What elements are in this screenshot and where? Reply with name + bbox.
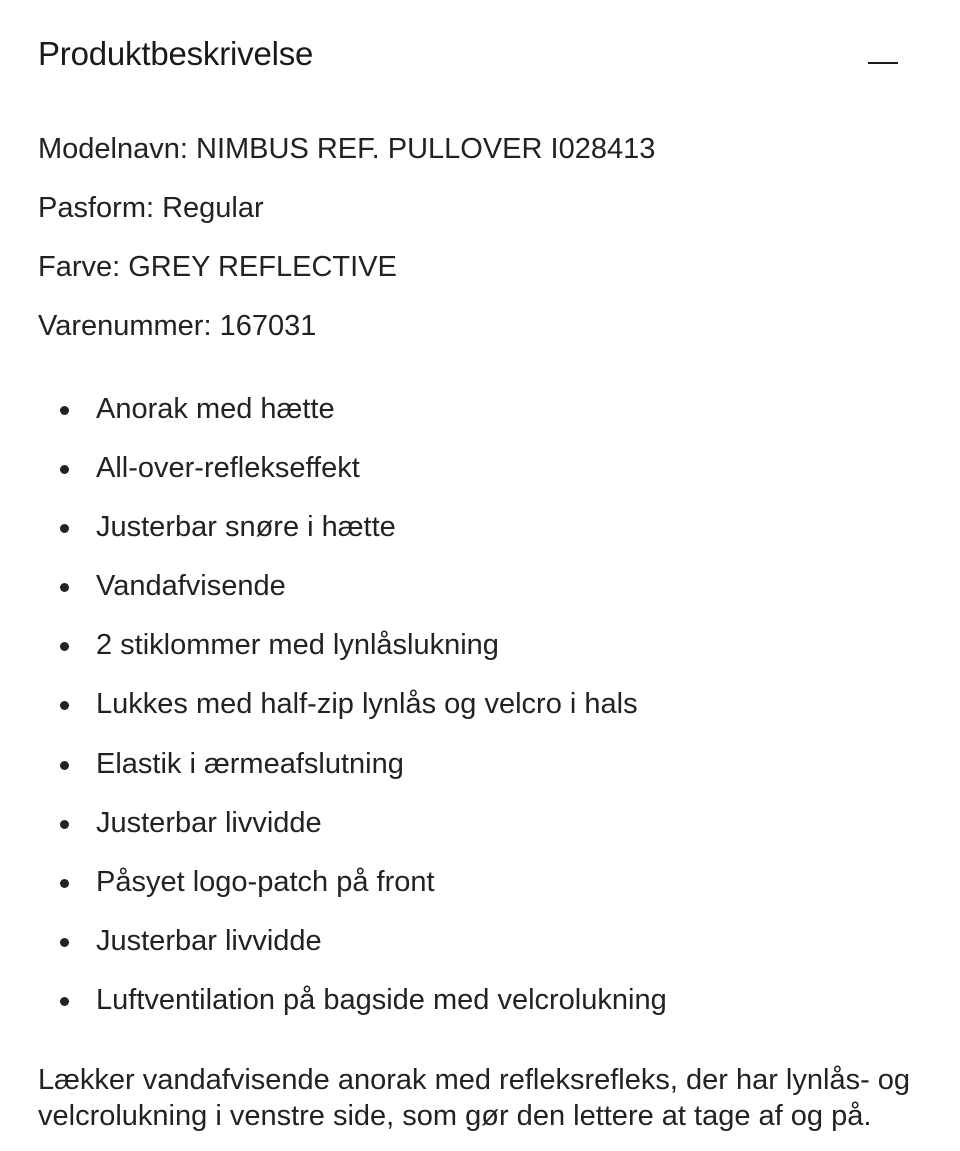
feature-item: Elastik i ærmeafslutning bbox=[38, 735, 667, 794]
spec-list bbox=[38, 120, 655, 356]
spec-label: Modelnavn: bbox=[38, 133, 188, 165]
feature-list bbox=[38, 380, 667, 1030]
feature-item: Justerbar livvidde bbox=[38, 794, 667, 853]
product-description-text: Lækker vandafvisende anorak med refleksrefleks, der har lynlås- og velcrolukning i venstre side, som gør den lettere at tage af og på. bbox=[38, 1064, 911, 1132]
feature-item: Anorak med hætte bbox=[38, 380, 667, 439]
spec-value: 167031 bbox=[219, 310, 317, 342]
feature-item: Lukkes med half-zip lynlås og velcro i hals bbox=[38, 675, 667, 734]
spec-model-name bbox=[38, 120, 655, 179]
spec-fit bbox=[38, 179, 655, 238]
spec-color bbox=[38, 238, 655, 297]
feature-item: Justerbar livvidde bbox=[38, 912, 667, 971]
spec-label: Varenummer: bbox=[38, 310, 212, 342]
minus-icon[interactable] bbox=[868, 38, 900, 70]
spec-value: GREY REFLECTIVE bbox=[128, 251, 397, 283]
spec-value: NIMBUS REF. PULLOVER I028413 bbox=[196, 133, 656, 165]
spec-value: Regular bbox=[162, 192, 264, 224]
feature-item: 2 stiklommer med lynlåslukning bbox=[38, 616, 667, 675]
feature-item: Luftventilation på bagside med velcrolukning bbox=[38, 971, 667, 1030]
feature-item: Justerbar snøre i hætte bbox=[38, 498, 667, 557]
spec-item-number bbox=[38, 297, 655, 356]
feature-item: All-over-reflekseffekt bbox=[38, 439, 667, 498]
section-title: Produktbeskrivelse bbox=[38, 35, 314, 72]
spec-label: Pasform: bbox=[38, 192, 155, 224]
feature-item: Vandafvisende bbox=[38, 557, 667, 616]
feature-item: Påsyet logo-patch på front bbox=[38, 853, 667, 912]
product-description-header[interactable] bbox=[38, 30, 908, 78]
spec-label: Farve: bbox=[38, 251, 121, 283]
